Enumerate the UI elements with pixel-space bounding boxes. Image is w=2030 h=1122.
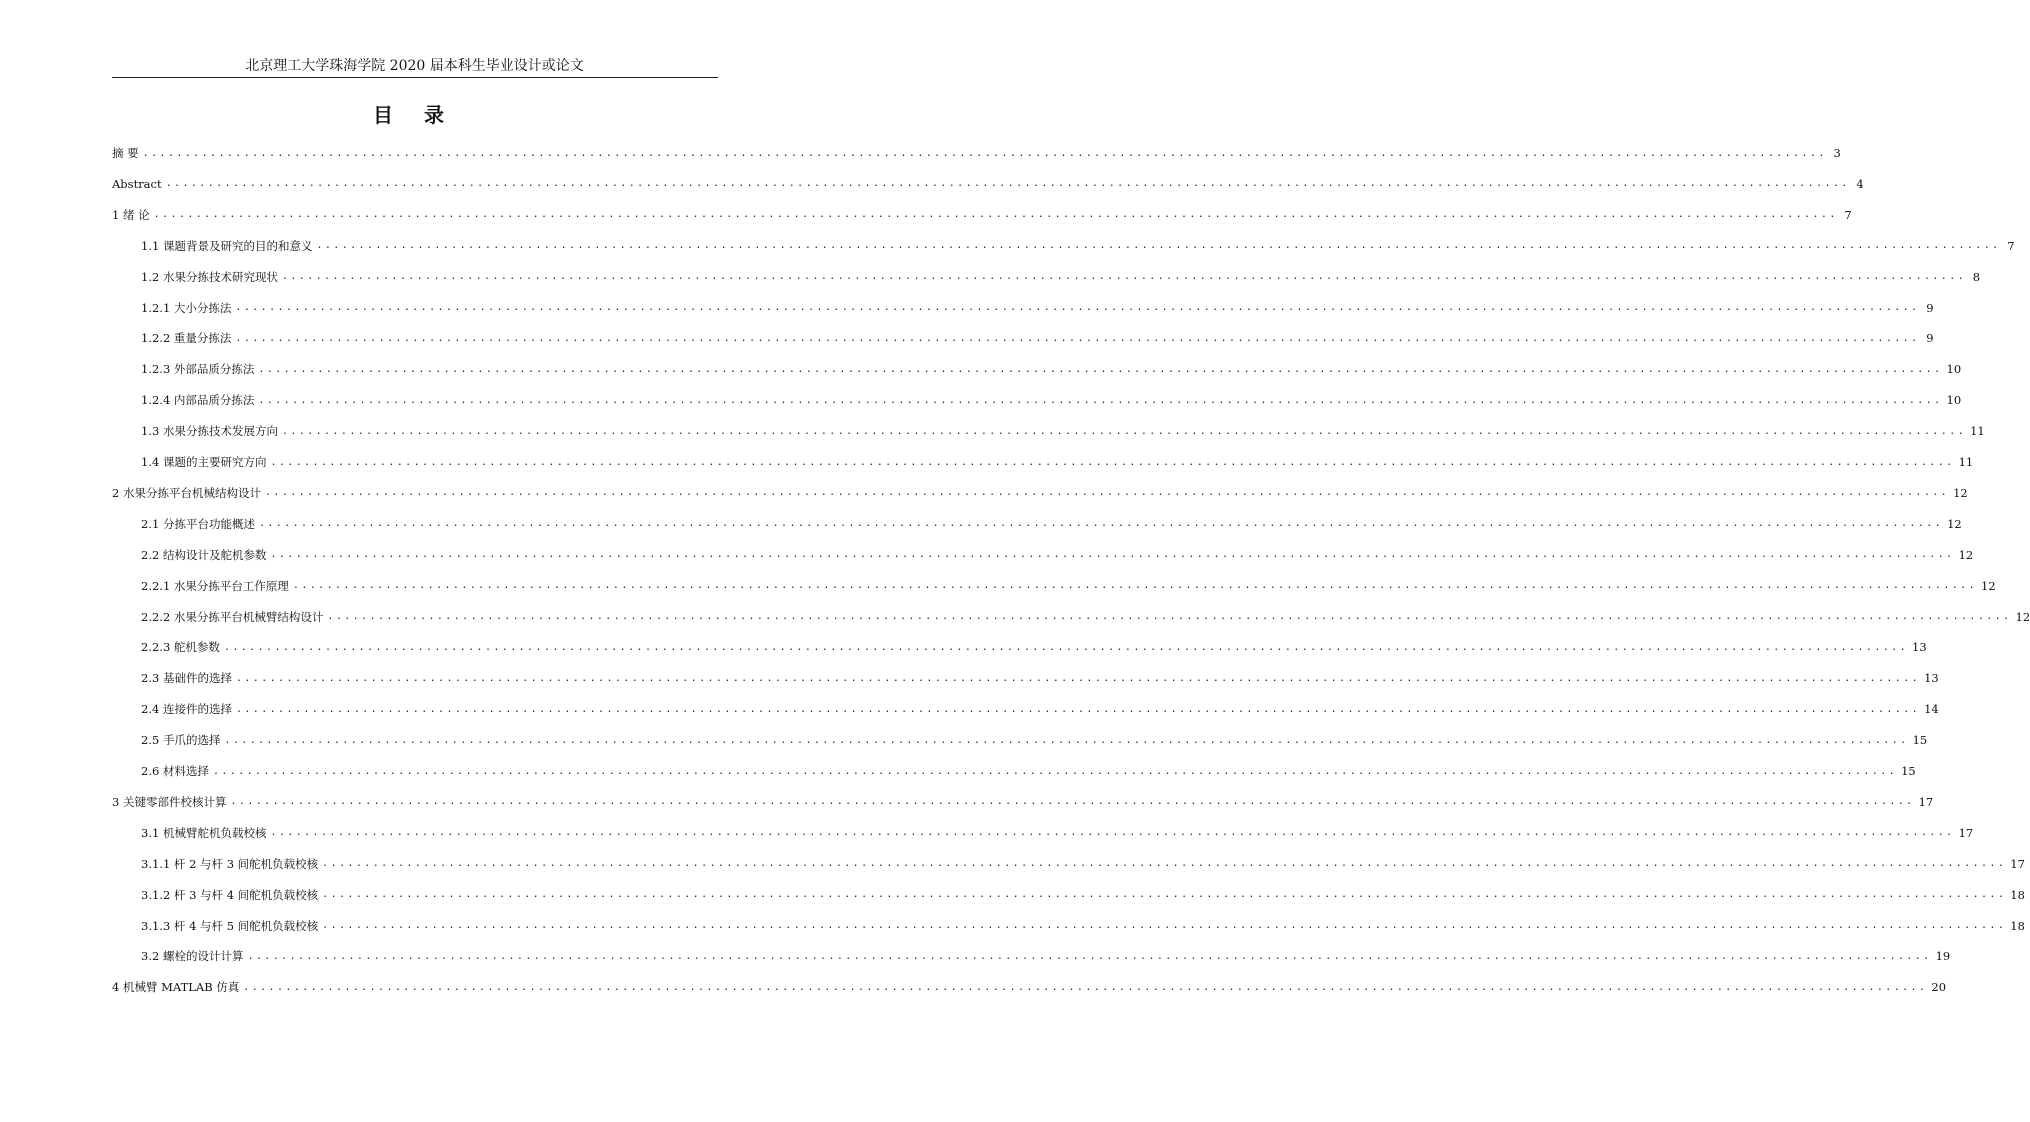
toc-entry-title: 1.1 课题背景及研究的目的和意义 [141,238,313,253]
toc-entry-title: 1.2.4 内部品质分拣法 [141,393,255,408]
toc-leader-dots: ........................................................................................................................................................................................................ [247,950,1932,962]
toc-entry[interactable] [141,264,1981,290]
toc-entry-page: 17 [1958,825,1974,840]
toc-entry-title: 摘 要 [112,146,139,160]
toc-entry[interactable] [141,665,1939,691]
toc-entry-title: 3.1.1 杆 2 与杆 3 间舵机负载校核 [141,856,319,871]
toc-leader-dots: ........................................................................................................................................................................................................ [224,734,1909,746]
toc-entry-title: 3.1 机械臂舵机负载校核 [141,825,267,840]
toc-leader-dots: ........................................................................................................................................................................................................ [165,178,1850,190]
toc-entry[interactable] [112,480,1968,506]
toc-leader-dots: ........................................................................................................................................................................................................ [270,827,1955,839]
toc-entry[interactable] [141,943,1951,969]
toc-entry-page: 7 [2007,238,2015,253]
toc-entry-page: 10 [1946,393,1962,408]
toc-entry[interactable] [141,604,2030,630]
toc-entry-title: 2.5 手爪的选择 [141,733,221,748]
toc-entry-page: 12 [1953,485,1968,500]
toc-leader-dots: ........................................................................................................................................................................................................ [153,209,1838,221]
toc-entry-title: 2.3 基础件的选择 [141,671,232,686]
toc-entry-page: 20 [1931,980,1947,995]
toc-entry-page: 17 [1918,794,1934,809]
toc-leader-dots: ........................................................................................................................................................................................................ [322,889,2007,901]
toc-entry-title: 2.1 分拣平台功能概述 [141,516,255,531]
toc-entry-title: 2.2 结构设计及舵机参数 [141,547,267,562]
toc-entry-page: 11 [1970,424,1985,439]
toc-entry-title: 1.2.2 重量分拣法 [141,331,232,346]
toc-entry[interactable] [141,356,1962,382]
toc-entry-title: 3.1.3 杆 4 与杆 5 间舵机负载校核 [141,918,319,933]
toc-leader-dots: ........................................................................................................................................................................................................ [316,240,2001,252]
toc-entry-page: 13 [1924,671,1939,686]
toc-entry-page: 12 [1958,547,1974,562]
toc-leader-dots: ........................................................................................................................................................................................................ [281,271,1967,283]
toc-leader-dots: ........................................................................................................................................................................................................ [258,394,1943,406]
toc-entry[interactable] [141,882,2025,908]
toc-entry[interactable] [141,851,2025,877]
toc-entry[interactable] [141,325,1934,351]
toc-entry[interactable] [141,758,1916,784]
toc-entry-title: 1 绪 论 [112,207,150,222]
toc-entry-title: 2.2.2 水果分拣平台机械臂结构设计 [141,609,324,624]
toc-entry-page: 12 [1981,578,1996,593]
page-header: 北京理工大学珠海学院 2020 届本科生毕业设计或论文 [245,58,584,74]
toc-entry-title: 2.2.3 舵机参数 [141,640,220,655]
toc-leader-dots: ........................................................................................................................................................................................................ [270,549,1955,561]
page-title: 目 录 [373,103,456,127]
toc-entry[interactable] [112,974,1947,1000]
toc-entry-title: 2.2.1 水果分拣平台工作原理 [141,578,289,593]
toc-entry-page: 7 [1844,207,1852,222]
toc-entry-title: 2 水果分拣平台机械结构设计 [112,485,261,500]
toc-entry[interactable] [141,295,1934,321]
toc-entry-page: 12 [2015,609,2030,624]
toc-entry-page: 18 [2010,918,2025,933]
toc-entry-page: 8 [1972,269,1981,284]
toc-entry-page: 15 [1912,733,1928,748]
toc-entry-page: 9 [1926,331,1934,346]
toc-leader-dots: ........................................................................................................................................................................................................ [230,796,1915,808]
toc-entry-title: 1.2.3 外部品质分拣法 [141,362,255,377]
toc-leader-dots: ........................................................................................................................................................................................................ [258,518,1944,530]
toc-entry-title: 3.2 螺栓的设计计算 [141,949,244,964]
toc-entry[interactable] [141,511,1962,537]
toc-leader-dots: ........................................................................................................................................................................................................ [327,611,2012,622]
toc-leader-dots: ........................................................................................................................................................................................................ [212,765,1898,777]
toc-entry[interactable] [141,418,1985,444]
toc-entry[interactable] [141,387,1962,413]
toc-leader-dots: ........................................................................................................................................................................................................ [235,672,1921,684]
toc-leader-dots: ........................................................................................................................................................................................................ [292,580,1978,592]
toc-entry-page: 12 [1947,516,1962,531]
toc-entry[interactable] [141,233,2015,259]
toc-entry-title: 4 机械臂 MATLAB 仿真 [112,980,240,995]
toc-entry[interactable] [112,140,1841,166]
toc-entry-title: 1.2.1 大小分拣法 [141,300,232,315]
toc-leader-dots: ........................................................................................................................................................................................................ [322,858,2007,870]
toc-entry-page: 11 [1958,455,1974,469]
toc-entry[interactable] [112,171,1864,197]
toc-entry[interactable] [141,696,1939,722]
toc-entry[interactable] [112,202,1852,228]
toc-leader-dots: ........................................................................................................................................................................................................ [142,147,1827,159]
toc-entry-page: 10 [1946,362,1962,377]
toc-entry-title: 2.4 连接件的选择 [141,702,232,717]
toc-leader-dots: ........................................................................................................................................................................................................ [235,302,1920,313]
toc-entry-title: 1.3 水果分拣技术发展方向 [141,424,278,439]
toc-entry[interactable] [141,449,1974,475]
toc-entry-page: 17 [2010,856,2025,871]
toc-leader-dots: ........................................................................................................................................................................................................ [258,363,1943,375]
header-divider [112,77,718,78]
toc-entry-page: 4 [1856,176,1864,191]
toc-leader-dots: ........................................................................................................................................................................................................ [223,641,1909,653]
toc-leader-dots: ........................................................................................................................................................................................................ [281,425,1967,437]
toc-entry-title: 3 关键零部件校核计算 [112,794,227,809]
toc-entry-title: 2.6 材料选择 [141,764,209,778]
toc-entry[interactable] [141,727,1928,753]
toc-entry[interactable] [141,820,1974,846]
toc-entry-page: 9 [1926,300,1934,315]
toc-leader-dots: ........................................................................................................................................................................................................ [243,981,1928,993]
toc-entry-title: Abstract [112,176,162,191]
toc-entry-page: 19 [1935,949,1951,964]
toc-entry-page: 3 [1833,146,1841,160]
toc-entry[interactable] [141,542,1974,568]
toc-entry-title: 1.4 课题的主要研究方向 [141,455,267,469]
toc-leader-dots: ........................................................................................................................................................................................................ [270,456,1955,468]
toc-entry[interactable] [141,634,1927,660]
toc-entry[interactable] [112,789,1934,815]
toc-leader-dots: ........................................................................................................................................................................................................ [322,920,2007,931]
toc-leader-dots: ........................................................................................................................................................................................................ [235,703,1921,715]
toc-entry[interactable] [141,913,2025,939]
toc-entry-title: 3.1.2 杆 3 与杆 4 间舵机负载校核 [141,887,319,902]
toc-entry-page: 18 [2010,887,2025,902]
toc-entry-title: 1.2 水果分拣技术研究现状 [141,269,278,284]
toc-entry-page: 13 [1912,640,1927,655]
toc-leader-dots: ........................................................................................................................................................................................................ [235,332,1920,344]
toc-entry-page: 14 [1924,702,1939,717]
toc-entry-page: 15 [1901,764,1916,778]
toc-leader-dots: ........................................................................................................................................................................................................ [264,487,1950,499]
toc-entry[interactable] [141,573,1996,599]
